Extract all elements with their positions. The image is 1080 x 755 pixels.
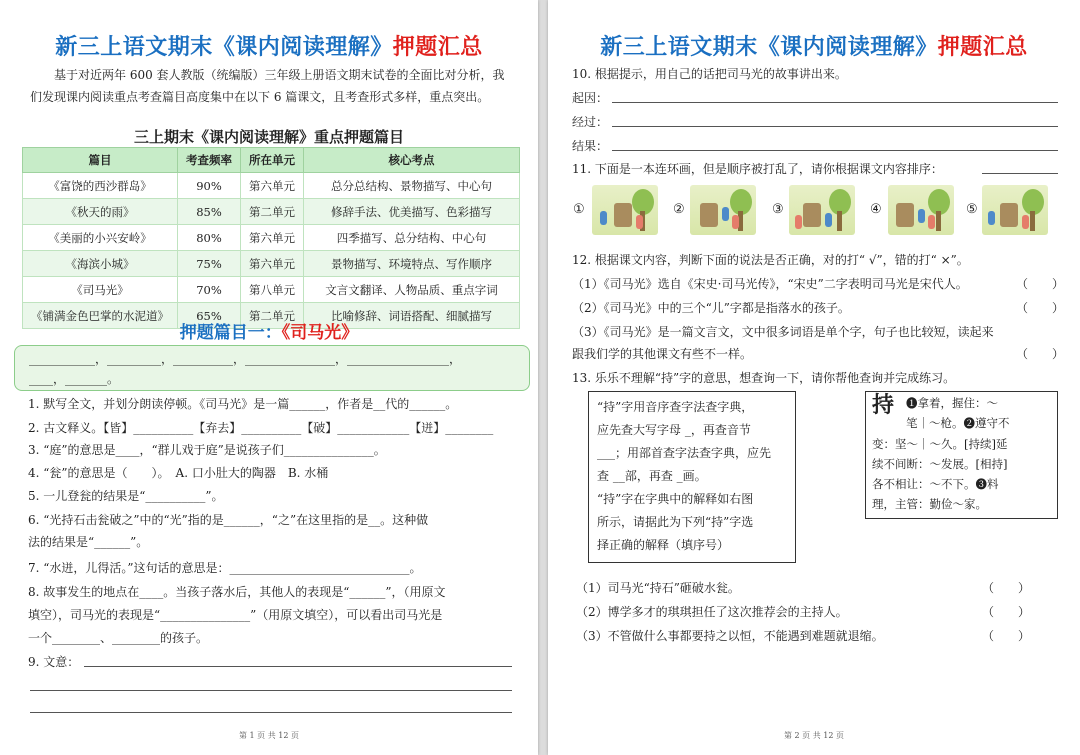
table-row [23, 251, 520, 277]
comic-number: ② [673, 202, 685, 217]
dict-line: 理，主管：勤俭～家。 [872, 497, 987, 511]
cell-points: 修辞手法、优美描写、色彩描写 [304, 199, 520, 225]
page-footer: 第 1 页 共 12 页 [239, 731, 299, 740]
question-11: 11. 下面是一本连环画，但是顺序被打乱了，请你根据课文内容排序： [572, 162, 943, 176]
answer-paren[interactable]: （ ） [1016, 301, 1065, 315]
lookup-instructions-box [588, 391, 796, 563]
dict-line: 笔｜～枪。❷遵守不 [906, 416, 1010, 430]
question-8-cont: 填空），司马光的表现是“_______________”（用原文填空），可以看出司马光是 [28, 608, 443, 622]
comic-number: ④ [870, 202, 882, 217]
page-1 [0, 0, 538, 755]
cell-title: 《海滨小城》 [23, 251, 178, 277]
q13-sentence-1: （1）司马光“持石”砸破水瓮。 [576, 581, 740, 595]
answer-line[interactable] [84, 666, 512, 667]
cell-points: 景物描写、环境特点、写作顺序 [304, 251, 520, 277]
section-title: 押题篇目一：《司马光》 [179, 323, 359, 343]
question-7: 7. “水迸，儿得活。”这句话的意思是：______________________________。 [28, 561, 422, 575]
question-8: 8. 故事发生的地点在____。当孩子落水后，其他人的表现是“______”，（用原文 [28, 585, 446, 599]
table-row [23, 277, 520, 303]
answer-line[interactable] [982, 173, 1058, 174]
table-subtitle: 三上期末《课内阅读理解》重点押题篇目 [133, 128, 404, 146]
table-row [23, 173, 520, 199]
cell-unit: 第八单元 [241, 277, 304, 303]
cell-title: 《富饶的西沙群岛》 [23, 173, 178, 199]
answer-line[interactable] [612, 126, 1058, 127]
answer-line[interactable] [612, 150, 1058, 151]
cell-unit: 第六单元 [241, 173, 304, 199]
fill-line[interactable]: ____，_______。 [29, 372, 120, 386]
answer-paren[interactable]: （ ） [1016, 277, 1065, 291]
table-header: 核心考点 [304, 148, 520, 173]
box-line: “持”字在字典中的解释如右图 [597, 492, 754, 506]
cell-frequency: 80% [178, 225, 241, 251]
question-2: 2. 古文释义。【皆】__________【弃去】__________【破】____________【迸】________ [28, 421, 494, 435]
comic-panel-image [888, 185, 954, 235]
cell-title: 《铺满金色巴掌的水泥道》 [23, 303, 178, 329]
dict-line: 各不相让：～不下。❸料 [872, 477, 999, 491]
table-row [23, 199, 520, 225]
cell-title: 《司马光》 [23, 277, 178, 303]
q12-statement-3-cont: 跟我们学的其他课文有些不一样。 [572, 347, 753, 361]
cell-frequency: 85% [178, 199, 241, 225]
cell-points: 比喻修辞、词语搭配、细腻描写 [304, 303, 520, 329]
answer-line[interactable] [30, 690, 512, 691]
comic-panel-image [789, 185, 855, 235]
dict-line: 变：坚～｜～久。[持续]延 [872, 437, 1008, 451]
question-3: 3. “庭”的意思是____，“群儿戏于庭”是说孩子们_______________。 [28, 443, 386, 457]
table-header: 所在单元 [241, 148, 304, 173]
dict-line: 续不间断：～发展。[相持] [872, 457, 1008, 471]
intro-paragraph: 基于对近两年 600 套人教版（统编版）三年级上册语文期末试卷的全面比对分析，我们发现课内阅读重点考查篇目高度集中在以下 6 篇课文，且考查形式多样，重点突出。 [30, 68, 505, 104]
cell-points: 文言文翻译、人物品质、重点字词 [304, 277, 520, 303]
question-6-cont: 法的结果是“______”。 [28, 535, 149, 549]
cell-unit: 第六单元 [241, 251, 304, 277]
cell-frequency: 90% [178, 173, 241, 199]
dictionary-headword: 持 [872, 392, 895, 418]
answer-paren[interactable]: （ ） [982, 581, 1031, 595]
comic-number: ① [573, 202, 585, 217]
cell-unit: 第二单元 [241, 199, 304, 225]
fill-line[interactable]: ___________，_________，__________，_______________，_________________， [29, 352, 462, 366]
answer-paren[interactable]: （ ） [982, 605, 1031, 619]
page-1-title: 新三上语文期末《课内阅读理解》押题汇总 [55, 35, 483, 60]
box-line: ___；用部首查字法查字典，应先 [597, 446, 772, 460]
comic-panel-image [592, 185, 658, 235]
dict-line: ❶拿着，握住：～ [906, 396, 998, 410]
comic-panel-image [982, 185, 1048, 235]
q10-label-cause: 起因： [572, 91, 609, 105]
question-1: 1. 默写全文，并划分朗读停顿。《司马光》是一篇______，作者是__代的______。 [28, 397, 458, 411]
dictionary-entry [865, 391, 1058, 519]
box-line: 所示，请据此为下列“持”字选 [597, 515, 754, 529]
question-6: 6. “光持石击瓮破之”中的“光”指的是______，“之”在这里指的是__。这种做 [28, 513, 429, 527]
answer-line[interactable] [30, 712, 512, 713]
page-2-title: 新三上语文期末《课内阅读理解》押题汇总 [600, 35, 1028, 60]
q12-statement-1: （1）《司马光》选自《宋史·司马光传》，“宋史”二字表明司马光是宋代人。 [572, 277, 968, 291]
page-footer: 第 2 页 共 12 页 [784, 731, 844, 740]
comic-number: ③ [772, 202, 784, 217]
box-line: 择正确的解释（填序号） [597, 538, 730, 552]
answer-paren[interactable]: （ ） [982, 629, 1031, 643]
cell-frequency: 70% [178, 277, 241, 303]
table-header: 考查频率 [178, 148, 241, 173]
question-8-cont2: 一个________、________的孩子。 [28, 631, 209, 645]
question-10: 10. 根据提示，用自己的话把司马光的故事讲出来。 [572, 67, 847, 81]
cell-unit: 第二单元 [241, 303, 304, 329]
question-9: 9. 文意： [28, 655, 80, 669]
question-12: 12. 根据课文内容，判断下面的说法是否正确，对的打“ √”，错的打“ ×”。 [572, 253, 969, 267]
table-row [23, 225, 520, 251]
cell-points: 总分总结构、景物描写、中心句 [304, 173, 520, 199]
answer-line[interactable] [612, 102, 1058, 103]
question-5: 5. 一儿登瓮的结果是“__________”。 [28, 489, 224, 503]
cell-title: 《美丽的小兴安岭》 [23, 225, 178, 251]
q13-sentence-2: （2）博学多才的琪琪担任了这次推荐会的主持人。 [576, 605, 848, 619]
q10-label-result: 结果： [572, 139, 609, 153]
comic-panel-image [690, 185, 756, 235]
text-fill-box [14, 345, 530, 391]
cell-unit: 第六单元 [241, 225, 304, 251]
comic-number: ⑤ [966, 202, 978, 217]
answer-paren[interactable]: （ ） [1016, 347, 1065, 361]
q13-sentence-3: （3）不管做什么事都要持之以恒，不能遇到难题就退缩。 [576, 629, 884, 643]
q12-statement-2: （2）《司马光》中的三个“儿”字都是指落水的孩子。 [572, 301, 850, 315]
box-line: 查 __部，再查 _画。 [597, 469, 707, 483]
question-13: 13. 乐乐不理解“持”字的意思，想查询一下，请你帮他查询并完成练习。 [572, 371, 956, 385]
key-texts-table [22, 147, 520, 329]
table-header: 篇目 [23, 148, 178, 173]
box-line: “持”字用音序查字法查字典， [597, 400, 754, 414]
box-line: 应先查大写字母 _，再查音节 [597, 423, 751, 437]
cell-title: 《秋天的雨》 [23, 199, 178, 225]
q12-statement-3: （3）《司马光》是一篇文言文，文中很多词语是单个字，句子也比较短，读起来 [572, 325, 994, 339]
q10-label-process: 经过： [572, 115, 609, 129]
question-4: 4. “瓮”的意思是（ ）。 A. 口小肚大的陶器 B. 水桶 [28, 466, 329, 480]
cell-frequency: 65% [178, 303, 241, 329]
cell-frequency: 75% [178, 251, 241, 277]
cell-points: 四季描写、总分结构、中心句 [304, 225, 520, 251]
